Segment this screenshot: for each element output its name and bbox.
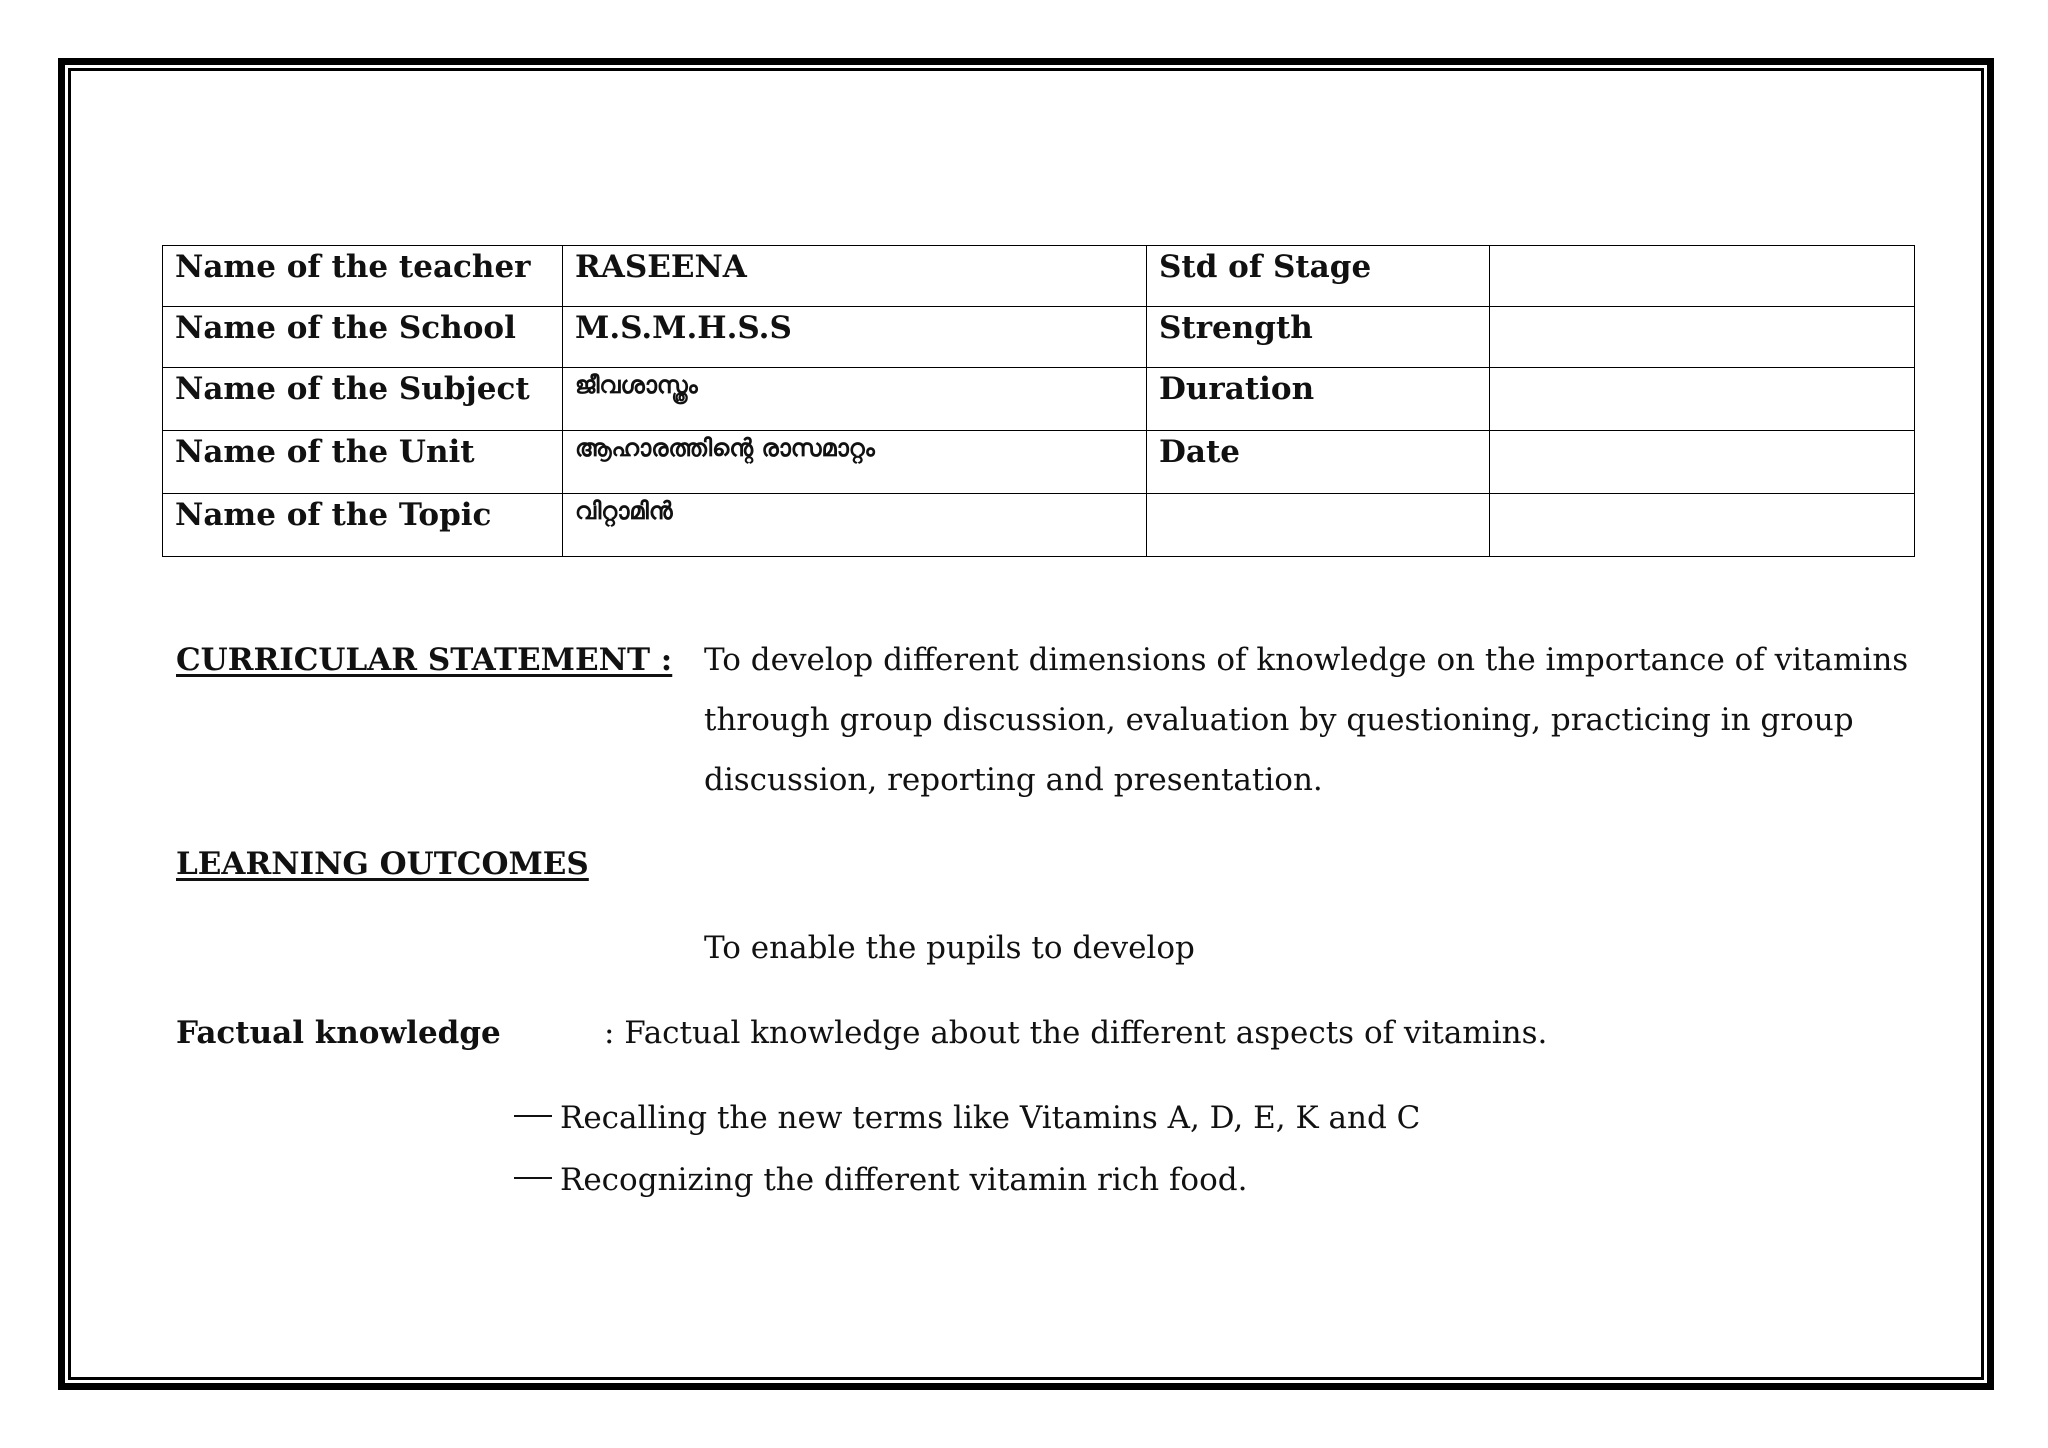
- teacher-value: RASEENA: [563, 246, 1147, 307]
- table-row: [163, 368, 1915, 431]
- curricular-line: To develop different dimensions of knowledge on the importance of vitamins: [704, 642, 1909, 678]
- table-row: [163, 307, 1915, 368]
- factual-point-text: Recognizing the different vitamin rich food.: [560, 1162, 1248, 1198]
- factual-knowledge-text: : Factual knowledge about the different aspects of vitamins.: [604, 1015, 1548, 1051]
- topic-value: വിറ്റാമിൻ: [563, 494, 1147, 557]
- date-label: Date: [1147, 431, 1490, 494]
- learning-outcomes-intro: To enable the pupils to develop: [704, 930, 1195, 966]
- factual-point-1: [514, 1088, 1420, 1148]
- curricular-statement-heading: CURRICULAR STATEMENT :: [176, 642, 673, 678]
- topic-label: Name of the Topic: [163, 494, 563, 557]
- factual-knowledge-label: Factual knowledge: [176, 1015, 501, 1051]
- empty-cell: [1147, 494, 1490, 557]
- unit-label: Name of the Unit: [163, 431, 563, 494]
- duration-label: Duration: [1147, 368, 1490, 431]
- table-row: [163, 494, 1915, 557]
- std-label: Std of Stage: [1147, 246, 1490, 307]
- strength-label: Strength: [1147, 307, 1490, 368]
- unit-value: ആഹാരത്തിന്റെ രാസമാറ്റം: [563, 431, 1147, 494]
- empty-cell: [1490, 494, 1915, 557]
- std-value: [1490, 246, 1915, 307]
- dash-bullet: [514, 1115, 552, 1117]
- dash-bullet: [514, 1177, 552, 1179]
- subject-label: Name of the Subject: [163, 368, 563, 431]
- table-row: [163, 431, 1915, 494]
- curricular-line: discussion, reporting and presentation.: [704, 762, 1323, 798]
- teacher-label: Name of the teacher: [163, 246, 563, 307]
- learning-outcomes-heading: LEARNING OUTCOMES: [176, 846, 589, 882]
- school-value: M.S.M.H.S.S: [563, 307, 1147, 368]
- curricular-line: through group discussion, evaluation by questioning, practicing in group: [704, 702, 1854, 738]
- lesson-info-table: [162, 245, 1915, 557]
- school-label: Name of the School: [163, 307, 563, 368]
- duration-value: [1490, 368, 1915, 431]
- date-value: [1490, 431, 1915, 494]
- factual-point-text: Recalling the new terms like Vitamins A, D, E, K and C: [560, 1100, 1421, 1136]
- curricular-statement-text: [704, 630, 1909, 810]
- factual-point-2: [514, 1150, 1247, 1210]
- strength-value: [1490, 307, 1915, 368]
- table-row: [163, 246, 1915, 307]
- subject-value: ജീവശാസ്ത്രം: [563, 368, 1147, 431]
